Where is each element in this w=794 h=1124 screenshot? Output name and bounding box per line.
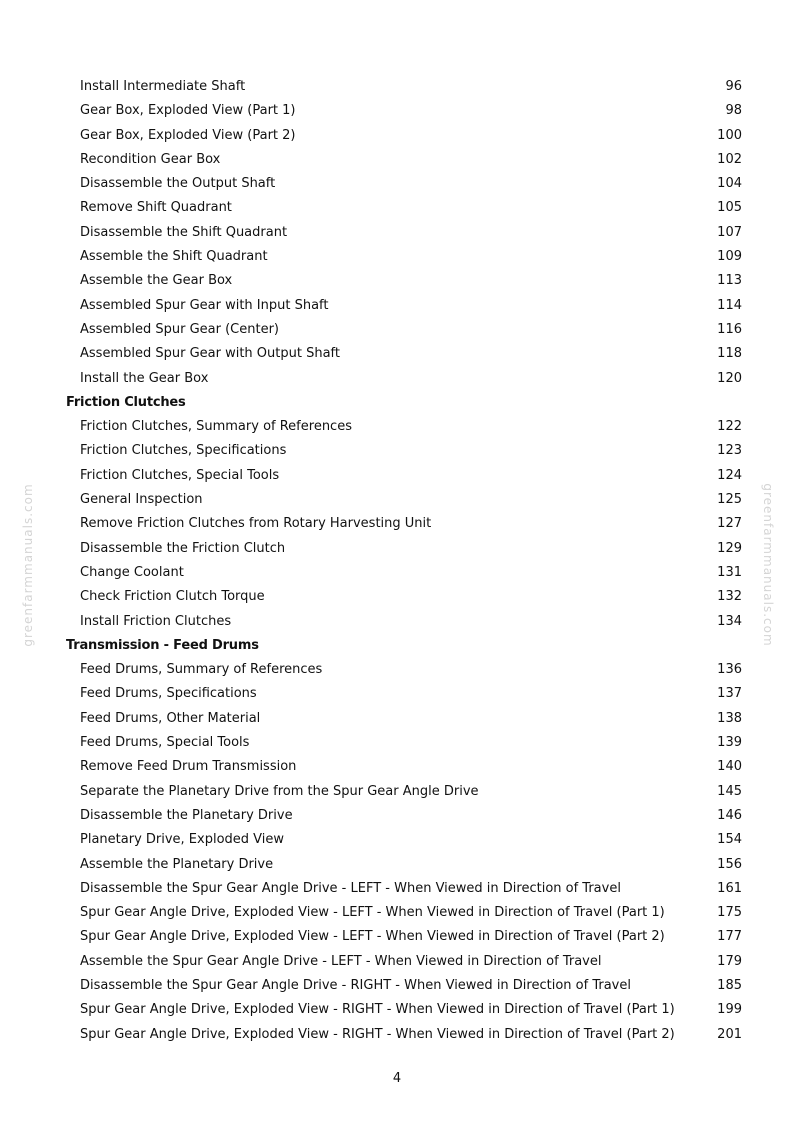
toc-entry-page-number: 146 xyxy=(717,807,742,823)
toc-entry[interactable] xyxy=(0,707,794,731)
toc-entry-title: Gear Box, Exploded View (Part 2) xyxy=(80,127,296,143)
toc-entry-page-number: 175 xyxy=(717,905,742,921)
toc-section-heading xyxy=(0,634,794,658)
toc-entry-title: Spur Gear Angle Drive, Exploded View - LEFT - When Viewed in Direction of Travel (Part 2) xyxy=(80,929,665,945)
toc-entry-page-number: 134 xyxy=(717,613,742,629)
toc-entry[interactable] xyxy=(0,464,794,488)
toc-entry[interactable] xyxy=(0,561,794,585)
toc-section-title: Friction Clutches xyxy=(66,394,186,410)
toc-entry-title: Remove Feed Drum Transmission xyxy=(80,759,297,775)
toc-entry-page-number: 131 xyxy=(717,564,742,580)
toc-entry-page-number: 140 xyxy=(717,759,742,775)
toc-entry[interactable] xyxy=(0,439,794,463)
toc-entry-title: Feed Drums, Other Material xyxy=(80,710,261,726)
toc-entry-title: Assembled Spur Gear with Input Shaft xyxy=(80,297,329,313)
toc-entry-page-number: 122 xyxy=(717,419,742,435)
toc-entry-title: Disassemble the Spur Gear Angle Drive - LEFT - When Viewed in Direction of Travel xyxy=(80,880,621,896)
toc-entry[interactable] xyxy=(0,585,794,609)
toc-entry-title: Separate the Planetary Drive from the Spur Gear Angle Drive xyxy=(80,783,479,799)
toc-entry[interactable] xyxy=(0,925,794,949)
toc-entry-title: Spur Gear Angle Drive, Exploded View - LEFT - When Viewed in Direction of Travel (Part 1) xyxy=(80,905,665,921)
toc-entry-title: Feed Drums, Special Tools xyxy=(80,735,250,751)
toc-entry-title: Disassemble the Planetary Drive xyxy=(80,807,293,823)
toc-entry[interactable] xyxy=(0,148,794,172)
toc-entry-title: Install Friction Clutches xyxy=(80,613,232,629)
toc-entry-title: Assemble the Spur Gear Angle Drive - LEFT - When Viewed in Direction of Travel xyxy=(80,953,602,969)
toc-entry-page-number: 138 xyxy=(717,710,742,726)
toc-entry[interactable] xyxy=(0,512,794,536)
toc-entry[interactable] xyxy=(0,1023,794,1047)
toc-entry[interactable] xyxy=(0,901,794,925)
toc-entry-title: Check Friction Clutch Torque xyxy=(80,589,265,605)
toc-entry-title: Disassemble the Shift Quadrant xyxy=(80,224,288,240)
toc-entry-title: Assemble the Planetary Drive xyxy=(80,856,274,872)
toc-entry-title: Change Coolant xyxy=(80,564,184,580)
toc-entry-title: Gear Box, Exploded View (Part 1) xyxy=(80,103,296,119)
toc-entry[interactable] xyxy=(0,269,794,293)
toc-entry-page-number: 114 xyxy=(717,297,742,313)
toc-entry-title: Friction Clutches, Special Tools xyxy=(80,467,280,483)
toc-entry[interactable] xyxy=(0,367,794,391)
toc-entry-page-number: 127 xyxy=(717,516,742,532)
toc-entry-page-number: 201 xyxy=(717,1026,742,1042)
toc-entry-page-number: 154 xyxy=(717,832,742,848)
toc-entry[interactable] xyxy=(0,877,794,901)
toc-entry-page-number: 98 xyxy=(725,103,742,119)
toc-entry[interactable] xyxy=(0,780,794,804)
toc-entry[interactable] xyxy=(0,828,794,852)
toc-entry-page-number: 104 xyxy=(717,176,742,192)
toc-entry-page-number: 105 xyxy=(717,200,742,216)
toc-entry[interactable] xyxy=(0,196,794,220)
toc-entry-page-number: 116 xyxy=(717,321,742,337)
toc-entry[interactable] xyxy=(0,415,794,439)
toc-entry[interactable] xyxy=(0,731,794,755)
toc-entry-page-number: 123 xyxy=(717,443,742,459)
toc-entry-page-number: 145 xyxy=(717,783,742,799)
toc-entry[interactable] xyxy=(0,804,794,828)
toc-entry-page-number: 109 xyxy=(717,249,742,265)
toc-entry-page-number: 177 xyxy=(717,929,742,945)
toc-entry-title: Spur Gear Angle Drive, Exploded View - RIGHT - When Viewed in Direction of Travel (Part 2) xyxy=(80,1026,675,1042)
toc-entry-title: Assemble the Shift Quadrant xyxy=(80,249,268,265)
toc-entry-page-number: 132 xyxy=(717,589,742,605)
toc-section-heading xyxy=(0,391,794,415)
toc-entry-title: Planetary Drive, Exploded View xyxy=(80,832,285,848)
watermark-right: greenfarmmanuals.com xyxy=(761,483,775,647)
toc-entry[interactable] xyxy=(0,488,794,512)
toc-entry-page-number: 120 xyxy=(717,370,742,386)
toc-entry-page-number: 96 xyxy=(725,79,742,94)
toc-entry[interactable] xyxy=(0,658,794,682)
toc-entry-page-number: 113 xyxy=(717,273,742,289)
toc-entry-page-number: 129 xyxy=(717,540,742,556)
toc-entry-title: Install Intermediate Shaft xyxy=(80,79,246,94)
toc-entry-title: Spur Gear Angle Drive, Exploded View - RIGHT - When Viewed in Direction of Travel (Part 1) xyxy=(80,1002,675,1018)
toc-entry[interactable] xyxy=(0,75,794,99)
toc-entry-title: Install the Gear Box xyxy=(80,370,209,386)
toc-entry[interactable] xyxy=(0,974,794,998)
toc-entry-page-number: 107 xyxy=(717,224,742,240)
toc-entry-title: Feed Drums, Summary of References xyxy=(80,662,323,678)
toc-entry[interactable] xyxy=(0,682,794,706)
toc-entry-title: Disassemble the Spur Gear Angle Drive - RIGHT - When Viewed in Direction of Travel xyxy=(80,977,631,993)
toc-entry-title: Feed Drums, Specifications xyxy=(80,686,257,702)
toc-entry[interactable] xyxy=(0,755,794,779)
toc-entry[interactable] xyxy=(0,950,794,974)
toc-entry-page-number: 137 xyxy=(717,686,742,702)
toc-entry-title: Disassemble the Friction Clutch xyxy=(80,540,286,556)
toc-entry-page-number: 179 xyxy=(717,953,742,969)
toc-entry[interactable] xyxy=(0,99,794,123)
toc-entry[interactable] xyxy=(0,172,794,196)
toc-entry-page-number: 100 xyxy=(717,127,742,143)
toc-entry[interactable] xyxy=(0,998,794,1022)
toc-entry[interactable] xyxy=(0,245,794,269)
toc-entry-page-number: 199 xyxy=(717,1002,742,1018)
toc-entry-page-number: 136 xyxy=(717,662,742,678)
toc-entry-title: Recondition Gear Box xyxy=(80,151,221,167)
toc-entry-title: Friction Clutches, Specifications xyxy=(80,443,287,459)
toc-entry-page-number: 118 xyxy=(717,346,742,362)
toc-entry-title: Remove Friction Clutches from Rotary Harvesting Unit xyxy=(80,516,432,532)
toc-entry[interactable] xyxy=(0,124,794,148)
toc-entry-title: Assemble the Gear Box xyxy=(80,273,233,289)
toc-entry-title: Remove Shift Quadrant xyxy=(80,200,232,216)
toc-entry[interactable] xyxy=(0,853,794,877)
toc-entry[interactable] xyxy=(0,610,794,634)
toc-entry-title: Friction Clutches, Summary of References xyxy=(80,419,352,435)
toc-entry-page-number: 125 xyxy=(717,492,742,508)
toc-entry[interactable] xyxy=(0,318,794,342)
toc-entry[interactable] xyxy=(0,294,794,318)
toc-entry-page-number: 161 xyxy=(717,880,742,896)
toc-entry-page-number: 139 xyxy=(717,735,742,751)
toc-entry-page-number: 102 xyxy=(717,151,742,167)
toc-entry[interactable] xyxy=(0,537,794,561)
toc-entry-page-number: 185 xyxy=(717,977,742,993)
toc-entry[interactable] xyxy=(0,342,794,366)
toc-entry-title: General Inspection xyxy=(80,492,203,508)
toc-section-title: Transmission - Feed Drums xyxy=(66,637,259,653)
watermark-left: greenfarmmanuals.com xyxy=(21,483,35,647)
toc-entry-title: Assembled Spur Gear (Center) xyxy=(80,321,279,337)
toc-entry[interactable] xyxy=(0,221,794,245)
toc-entry-title: Disassemble the Output Shaft xyxy=(80,176,276,192)
toc-entry-title: Assembled Spur Gear with Output Shaft xyxy=(80,346,340,362)
toc-entry-page-number: 156 xyxy=(717,856,742,872)
page-number: 4 xyxy=(392,1071,402,1086)
table-of-contents xyxy=(0,75,794,1047)
toc-entry-page-number: 124 xyxy=(717,467,742,483)
